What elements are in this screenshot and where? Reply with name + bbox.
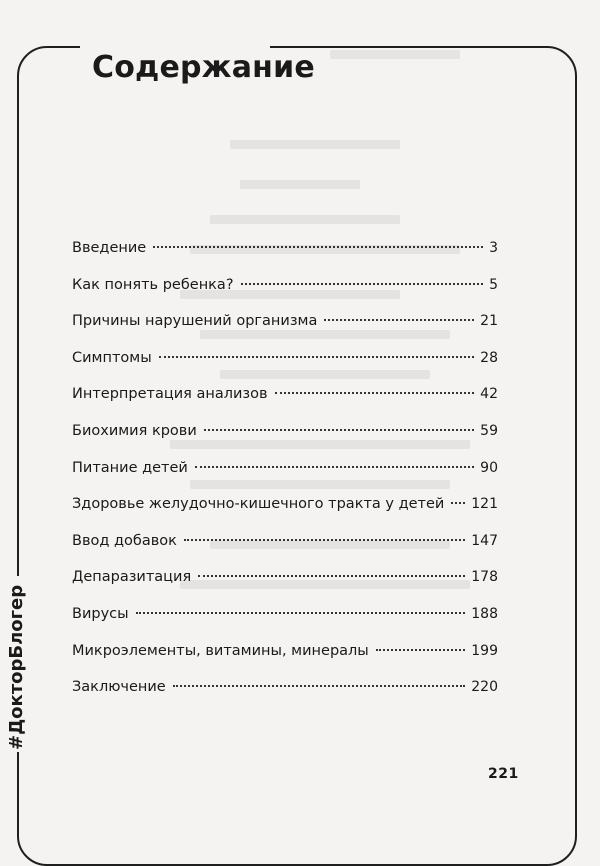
toc-leader bbox=[173, 685, 466, 687]
toc-entry-page: 147 bbox=[471, 532, 498, 549]
toc-entry-page: 3 bbox=[489, 240, 498, 256]
toc-entry-title: Вирусы bbox=[72, 605, 129, 622]
toc-entry bbox=[72, 523, 498, 560]
toc-entry-title: Интерпретация анализов bbox=[72, 386, 268, 403]
toc-entry-title: Депаразитация bbox=[72, 569, 192, 586]
toc-entry-title: Как понять ребенка? bbox=[72, 276, 234, 293]
toc-entry-page: 42 bbox=[480, 386, 498, 403]
toc-entry-page: 220 bbox=[471, 679, 498, 696]
toc-entry-title: Ввод добавок bbox=[72, 532, 177, 549]
toc-leader bbox=[195, 466, 474, 468]
toc-leader bbox=[204, 429, 474, 431]
toc-entry-page: 199 bbox=[471, 642, 498, 659]
toc-entry-page: 21 bbox=[480, 313, 498, 330]
toc-leader bbox=[159, 356, 474, 358]
toc-entry bbox=[72, 633, 498, 670]
toc-entry bbox=[72, 267, 498, 304]
toc-entry-title: Причины нарушений организма bbox=[72, 313, 318, 330]
toc-entry-title: Здоровье желудочно-кишечного тракта у детей bbox=[72, 496, 445, 513]
toc-leader bbox=[275, 392, 475, 394]
page-title: Содержание bbox=[92, 50, 315, 85]
toc-entry-page: 188 bbox=[471, 605, 498, 622]
toc-entry bbox=[72, 596, 498, 633]
page-number: 221 bbox=[488, 766, 519, 782]
toc-entry bbox=[72, 230, 498, 267]
toc-entry-page: 5 bbox=[489, 276, 498, 293]
toc-leader bbox=[376, 649, 466, 651]
toc-leader bbox=[241, 283, 484, 285]
toc-entry-title: Симптомы bbox=[72, 349, 152, 366]
side-hashtag-label: #ДокторБлогер bbox=[6, 584, 27, 750]
toc-leader bbox=[153, 246, 483, 248]
toc-leader bbox=[324, 319, 474, 321]
toc-entry-title: Микроэлементы, витамины, минералы bbox=[72, 642, 369, 659]
toc-entry-page: 90 bbox=[480, 459, 498, 476]
toc-entry-page: 28 bbox=[480, 349, 498, 366]
toc-entry-page: 121 bbox=[471, 496, 498, 513]
toc-entry bbox=[72, 340, 498, 377]
toc-leader bbox=[198, 575, 465, 577]
toc-entry bbox=[72, 559, 498, 596]
table-of-contents bbox=[72, 230, 498, 706]
toc-entry-page: 59 bbox=[480, 422, 498, 439]
toc-entry-title: Питание детей bbox=[72, 459, 188, 476]
toc-leader bbox=[451, 502, 465, 504]
toc-entry bbox=[72, 303, 498, 340]
toc-entry bbox=[72, 486, 498, 523]
toc-entry-title: Заключение bbox=[72, 679, 166, 696]
toc-entry-title: Биохимия крови bbox=[72, 422, 197, 439]
toc-leader bbox=[136, 612, 466, 614]
toc-entry bbox=[72, 669, 498, 706]
toc-entry bbox=[72, 376, 498, 413]
toc-entry-title: Введение bbox=[72, 240, 147, 256]
toc-entry bbox=[72, 450, 498, 487]
toc-leader bbox=[184, 539, 465, 541]
toc-entry-page: 178 bbox=[471, 569, 498, 586]
toc-entry bbox=[72, 413, 498, 450]
